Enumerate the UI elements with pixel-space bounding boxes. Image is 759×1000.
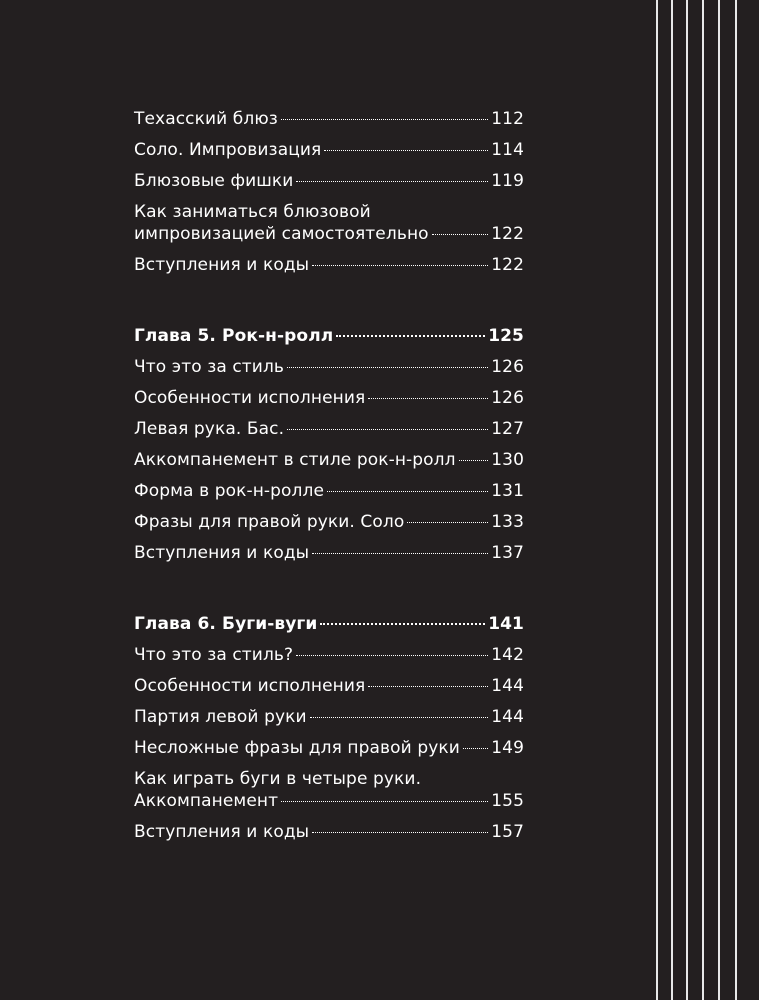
toc-entry-page: 126: [491, 388, 524, 408]
toc-entry[interactable]: [134, 418, 524, 440]
toc-entry-page: 130: [491, 450, 524, 470]
toc-entry-title: Вступления и коды: [134, 543, 310, 563]
chapter-page: 125: [488, 326, 524, 346]
toc-entry[interactable]: [134, 387, 524, 409]
toc-entry-page: 157: [491, 822, 524, 842]
toc-entry-title: Аккомпанемент: [134, 791, 279, 811]
decorative-line-2: [671, 0, 673, 1000]
toc-entry-title: импровизацией самостоятельно: [134, 224, 429, 244]
dot-leader: [432, 233, 489, 235]
dot-leader: [320, 622, 485, 625]
toc-entry-title: Что это за стиль: [134, 357, 285, 377]
toc-entry-page: 144: [491, 676, 524, 696]
toc-entry-page: 112: [491, 109, 524, 129]
toc-entry-title: Блюзовые фишки: [134, 171, 294, 191]
dot-leader: [324, 149, 488, 151]
toc-entry[interactable]: [134, 139, 524, 161]
toc-entry[interactable]: [134, 449, 524, 471]
decorative-line-3: [686, 0, 688, 1000]
dot-leader: [287, 366, 488, 368]
dot-leader: [368, 397, 488, 399]
chapter-page: 141: [488, 614, 524, 634]
toc-entry[interactable]: [134, 675, 524, 697]
toc-entry[interactable]: [134, 201, 524, 245]
table-of-contents: [134, 108, 524, 852]
toc-entry-title: Партия левой руки: [134, 707, 307, 727]
toc-entry[interactable]: [134, 511, 524, 533]
toc-entry-title: Левая рука. Бас.: [134, 419, 285, 439]
toc-entry-page: 131: [491, 481, 524, 501]
toc-entry-title: Фразы для правой руки. Соло: [134, 512, 405, 532]
toc-entry-title: Соло. Импровизация: [134, 140, 322, 160]
dot-leader: [407, 521, 488, 523]
dot-leader: [296, 654, 488, 656]
dot-leader: [281, 118, 488, 120]
toc-entry[interactable]: [134, 356, 524, 378]
dot-leader: [310, 716, 489, 718]
toc-entry-title: Форма в рок-н-ролле: [134, 481, 325, 501]
toc-entry-title: Вступления и коды: [134, 822, 310, 842]
toc-entry[interactable]: [134, 542, 524, 564]
toc-entry[interactable]: [134, 644, 524, 666]
toc-entry-page: 119: [491, 171, 524, 191]
toc-entry-title: Техасский блюз: [134, 109, 278, 129]
toc-entry-title: Особенности исполнения: [134, 676, 366, 696]
toc-entry-page: 122: [491, 255, 524, 275]
toc-entry-title-line1: Как заниматься блюзовой: [134, 202, 371, 222]
decorative-line-1: [656, 0, 658, 1000]
decorative-line-5: [718, 0, 720, 1000]
dot-leader: [368, 685, 488, 687]
toc-entry-page: 122: [491, 224, 524, 244]
toc-entry-title: Что это за стиль?: [134, 645, 294, 665]
toc-entry-title: Несложные фразы для правой руки: [134, 738, 460, 758]
dot-leader: [336, 334, 485, 337]
dot-leader: [287, 428, 488, 430]
dot-leader: [296, 180, 488, 182]
toc-entry-title: Аккомпанемент в стиле рок-н-ролл: [134, 450, 456, 470]
toc-entry[interactable]: [134, 737, 524, 759]
dot-leader: [312, 264, 488, 266]
dot-leader: [463, 747, 488, 749]
toc-entry-page: 155: [491, 791, 524, 811]
toc-entry-title-line1: Как играть буги в четыре руки.: [134, 769, 422, 789]
dot-leader: [312, 831, 488, 833]
toc-entry-page: 137: [491, 543, 524, 563]
chapter-title: Глава 5. Рок-н-ролл: [134, 326, 334, 346]
toc-entry[interactable]: [134, 480, 524, 502]
decorative-line-6: [735, 0, 737, 1000]
toc-entry[interactable]: [134, 108, 524, 130]
toc-entry-title: Вступления и коды: [134, 255, 310, 275]
toc-entry[interactable]: [134, 254, 524, 276]
toc-entry-page: 142: [491, 645, 524, 665]
toc-entry[interactable]: [134, 706, 524, 728]
chapter-title: Глава 6. Буги-вуги: [134, 614, 318, 634]
toc-entry-page: 144: [491, 707, 524, 727]
toc-entry[interactable]: [134, 821, 524, 843]
toc-entry-page: 133: [491, 512, 524, 532]
dot-leader: [281, 800, 488, 802]
toc-entry-page: 127: [491, 419, 524, 439]
toc-entry[interactable]: [134, 768, 524, 812]
dot-leader: [312, 552, 488, 554]
dot-leader: [459, 459, 489, 461]
chapter-heading[interactable]: [134, 613, 524, 635]
toc-entry[interactable]: [134, 170, 524, 192]
chapter-heading[interactable]: [134, 325, 524, 347]
toc-entry-page: 114: [491, 140, 524, 160]
toc-entry-page: 149: [491, 738, 524, 758]
dot-leader: [327, 490, 488, 492]
decorative-line-4: [702, 0, 704, 1000]
toc-entry-title: Особенности исполнения: [134, 388, 366, 408]
toc-entry-page: 126: [491, 357, 524, 377]
